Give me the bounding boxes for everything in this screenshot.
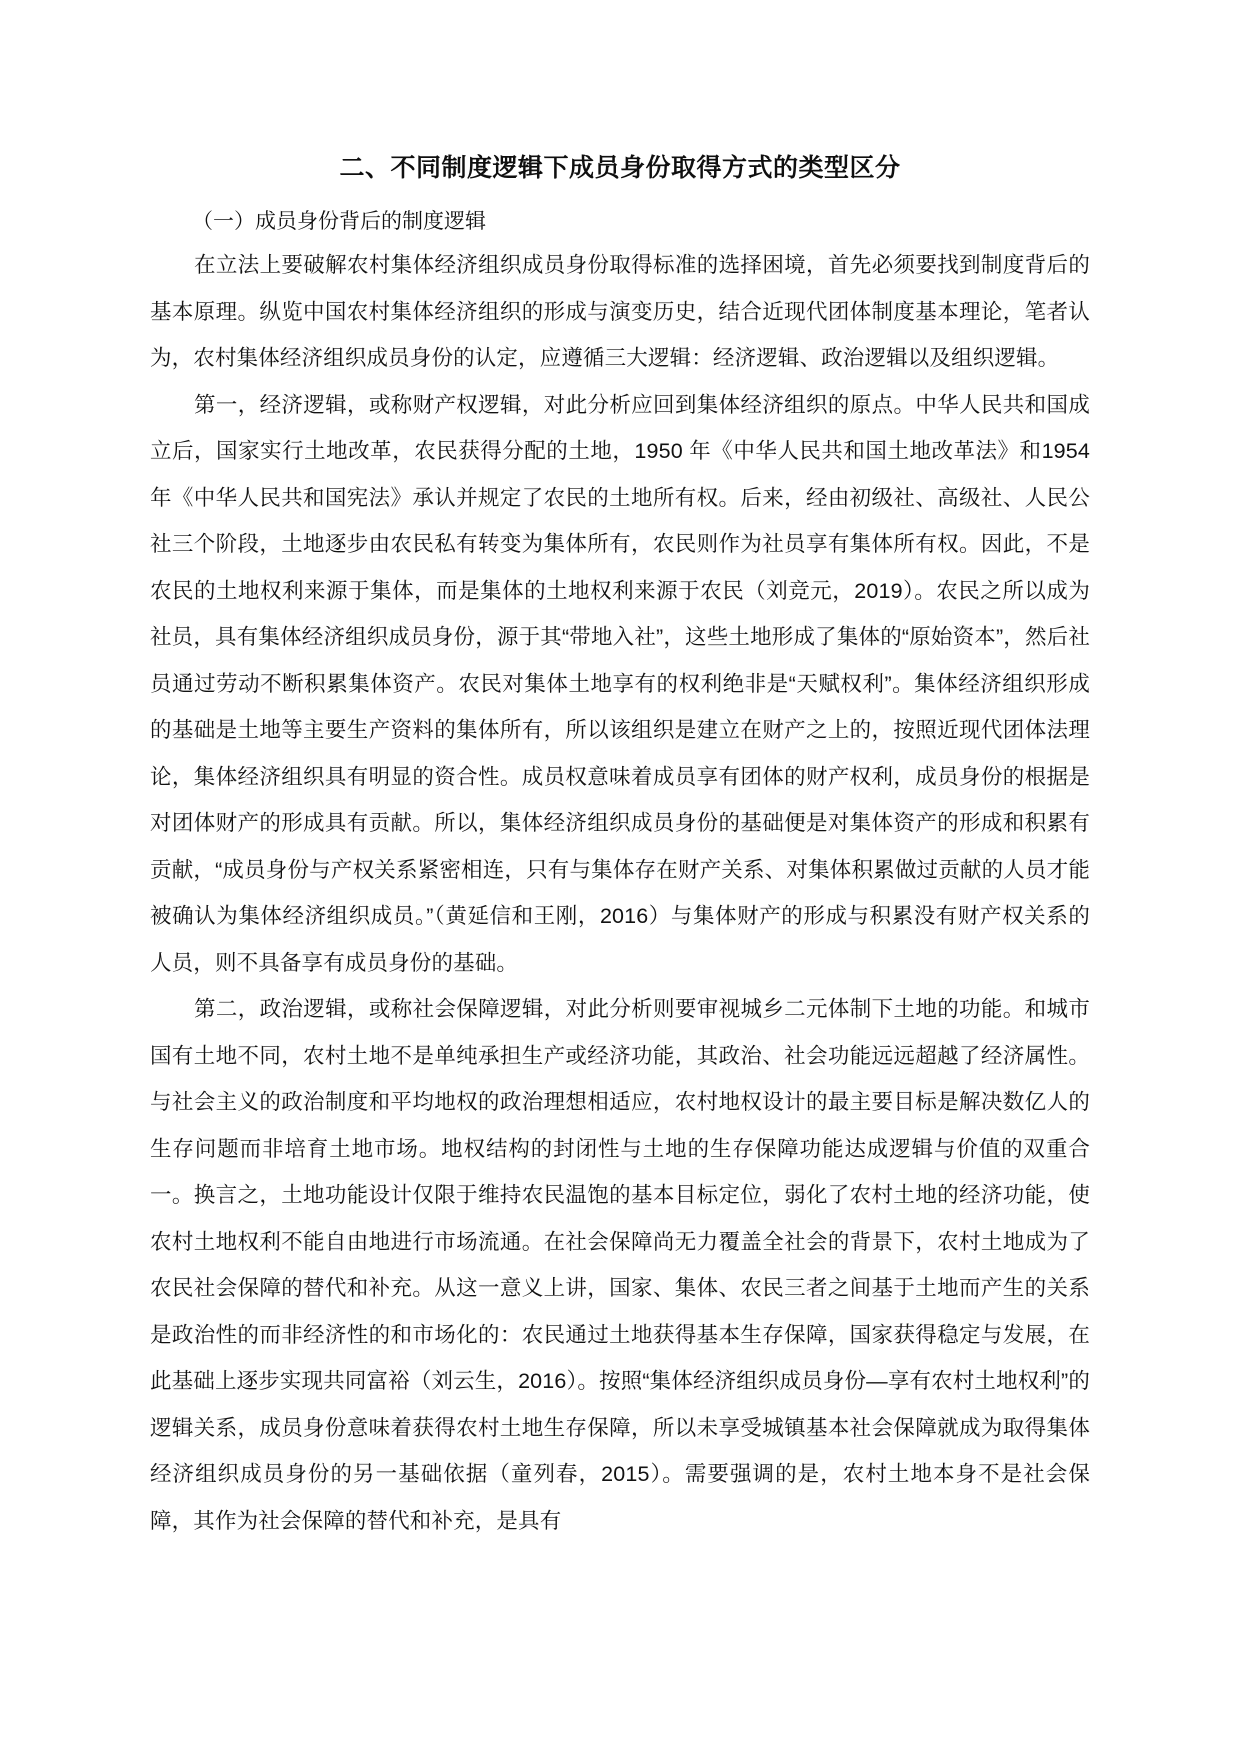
paragraph-1: 在立法上要破解农村集体经济组织成员身份取得标准的选择困境，首先必须要找到制度背后的基本原理。纵览中国农村集体经济组织的形成与演变历史，结合近现代团体制度基本理论，笔者认为，农村集体经济组织成员身份的认定，应遵循三大逻辑：经济逻辑、政治逻辑以及组织逻辑。 — [150, 253, 1090, 371]
section-subheading: （一）成员身份背后的制度逻辑 — [192, 209, 486, 233]
page-content — [150, 150, 1090, 1544]
paragraph-2: 第一，经济逻辑，或称财产权逻辑，对此分析应回到集体经济组织的原点。中华人民共和国成立后，国家实行土地改革，农民获得分配的土地，1950 年《中华人民共和国土地改革法》和1954 年《中华人民共和国宪法》承认并规定了农民的土地所有权。后来，经由初级社、高级社、人民公社三个阶段，土地逐步由农民私有转变为集体所有，农民则作为社员享有集体所有权。因此，不是农民的土地权利来源于集体，而是集体的土地权利来源于农民（刘竞元，2019）。农民之所以成为社员，具有集体经济组织成员身份，源于其“带地入社”，这些土地形成了集体的“原始资本”，然后社员通过劳动不断积累集体资产。农民对集体土地享有的权利绝非是“天赋权利”。集体经济组织形成的基础是土地等主要生产资料的集体所有，所以该组织是建立在财产之上的，按照近现代团体法理论，集体经济组织具有明显的资合性。成员权意味着成员享有团体的财产权利，成员身份的根据是对团体财产的形成具有贡献。所以，集体经济组织成员身份的基础便是对集体资产的形成和积累有贡献，“成员身份与产权关系紧密相连，只有与集体存在财产关系、对集体积累做过贡献的人员才能被确认为集体经济组织成员。”（黄延信和王刚，2016）与集体财产的形成与积累没有财产权关系的人员，则不具备享有成员身份的基础。 — [150, 392, 1090, 975]
page-title: 二、不同制度逻辑下成员身份取得方式的类型区分 — [339, 154, 901, 182]
paragraph-3: 第二，政治逻辑，或称社会保障逻辑，对此分析则要审视城乡二元体制下土地的功能。和城市国有土地不同，农村土地不是单纯承担生产或经济功能，其政治、社会功能远远超越了经济属性。与社会主义的政治制度和平均地权的政治理想相适应，农村地权设计的最主要目标是解决数亿人的生存问题而非培育土地市场。地权结构的封闭性与土地的生存保障功能达成逻辑与价值的双重合一。换言之，土地功能设计仅限于维持农民温饱的基本目标定位，弱化了农村土地的经济功能，使农村土地权利不能自由地进行市场流通。在社会保障尚无力覆盖全社会的背景下，农村土地成为了农民社会保障的替代和补充。从这一意义上讲，国家、集体、农民三者之间基于土地而产生的关系是政治性的而非经济性的和市场化的：农民通过土地获得基本生存保障，国家获得稳定与发展，在此基础上逐步实现共同富裕（刘云生，2016）。按照“集体经济组织成员身份—享有农村土地权利”的逻辑关系，成员身份意味着获得农村土地生存保障，所以未享受城镇基本社会保障就成为取得集体经济组织成员身份的另一基础依据（童列春，2015）。需要强调的是，农村土地本身不是社会保障，其作为社会保障的替代和补充，是具有 — [150, 997, 1090, 1533]
